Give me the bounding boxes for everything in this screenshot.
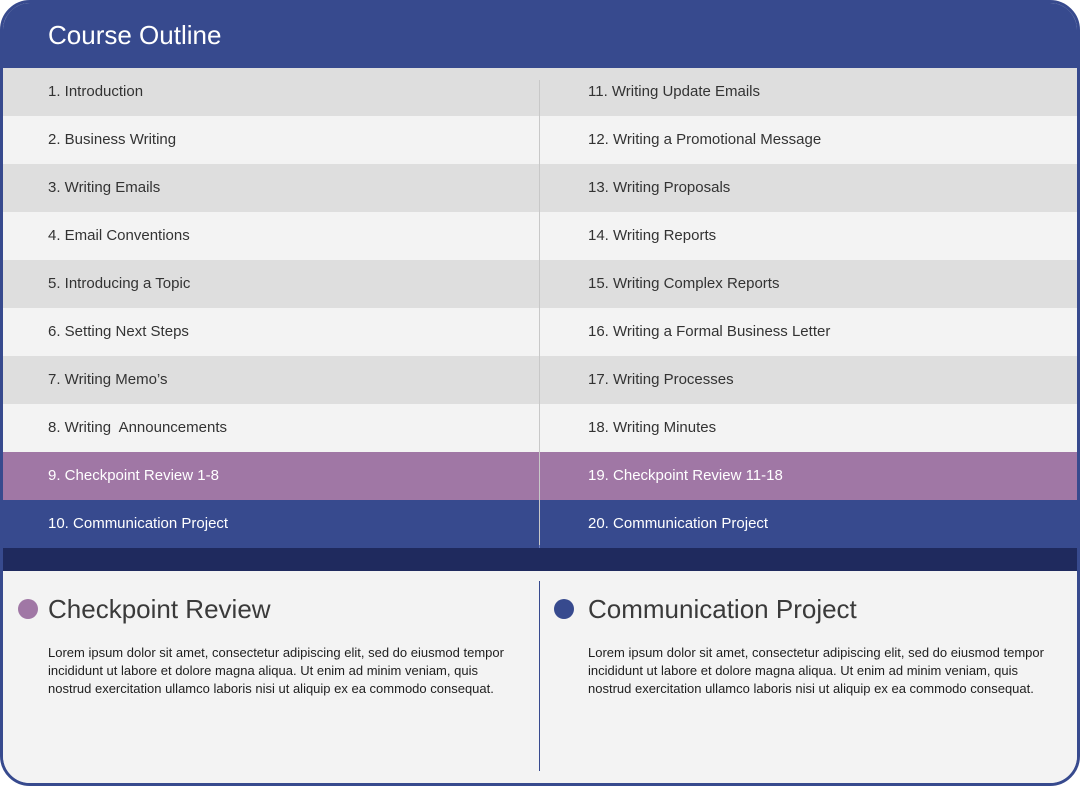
checkpoint-heading: Checkpoint Review — [48, 594, 271, 624]
outline-row — [3, 164, 1077, 212]
lesson-item: 15. Writing Complex Reports — [588, 275, 780, 292]
lesson-item: 3. Writing Emails — [48, 179, 161, 196]
lesson-item: 16. Writing a Formal Business Letter — [588, 323, 831, 340]
outline-row — [3, 116, 1077, 164]
lesson-item: 1. Introduction — [48, 83, 144, 100]
checkpoint-item: 9. Checkpoint Review 1-8 — [48, 467, 219, 484]
checkpoint-item: 19. Checkpoint Review 11-18 — [588, 467, 783, 484]
project-row — [3, 500, 1077, 548]
legend-divider — [539, 581, 540, 771]
outline-row — [3, 68, 1077, 116]
lesson-item: 14. Writing Reports — [588, 227, 717, 244]
column-divider — [539, 80, 540, 545]
checkpoint-description: Lorem ipsum dolor sit amet, consectetur adipiscing elit, sed do eiusmod tempor incididunt ut labore et dolore magna aliqua. Ut enim ad minim veniam, quis nostrud exercitation ullamco laboris nisi ut aliquip ex ea commodo consequat. — [48, 645, 504, 696]
outline-row — [3, 356, 1077, 404]
course-outline-table — [3, 68, 1077, 548]
checkpoint-dot-icon — [18, 599, 38, 619]
lesson-item: 13. Writing Proposals — [588, 179, 731, 196]
project-description: Lorem ipsum dolor sit amet, consectetur adipiscing elit, sed do eiusmod tempor incididunt ut labore et dolore magna aliqua. Ut enim ad minim veniam, quis nostrud exercitation ullamco laboris nisi ut aliquip ex ea commodo consequat. — [588, 645, 1044, 696]
project-dot-icon — [554, 599, 574, 619]
lesson-item: 18. Writing Minutes — [588, 419, 717, 436]
lesson-item: 6. Setting Next Steps — [48, 323, 189, 340]
project-item: 20. Communication Project — [588, 515, 769, 532]
outline-row — [3, 404, 1077, 452]
project-item: 10. Communication Project — [48, 515, 229, 532]
lesson-item: 17. Writing Processes — [588, 371, 734, 388]
lesson-item: 12. Writing a Promotional Message — [588, 131, 822, 148]
lesson-item: 5. Introducing a Topic — [48, 275, 191, 292]
outline-row — [3, 212, 1077, 260]
lesson-item: 8. Writing Announcements — [48, 419, 227, 436]
legend-section — [3, 571, 1077, 786]
project-heading: Communication Project — [588, 594, 857, 624]
lesson-item: 4. Email Conventions — [48, 227, 190, 244]
lesson-item: 2. Business Writing — [48, 131, 177, 148]
page-title: Course Outline — [48, 20, 222, 50]
outline-row — [3, 308, 1077, 356]
checkpoint-row — [3, 452, 1077, 500]
separator-band — [3, 548, 1077, 571]
lesson-item: 7. Writing Memo’s — [48, 371, 168, 388]
outline-row — [3, 260, 1077, 308]
lesson-item: 11. Writing Update Emails — [588, 83, 761, 100]
header — [3, 3, 1077, 68]
